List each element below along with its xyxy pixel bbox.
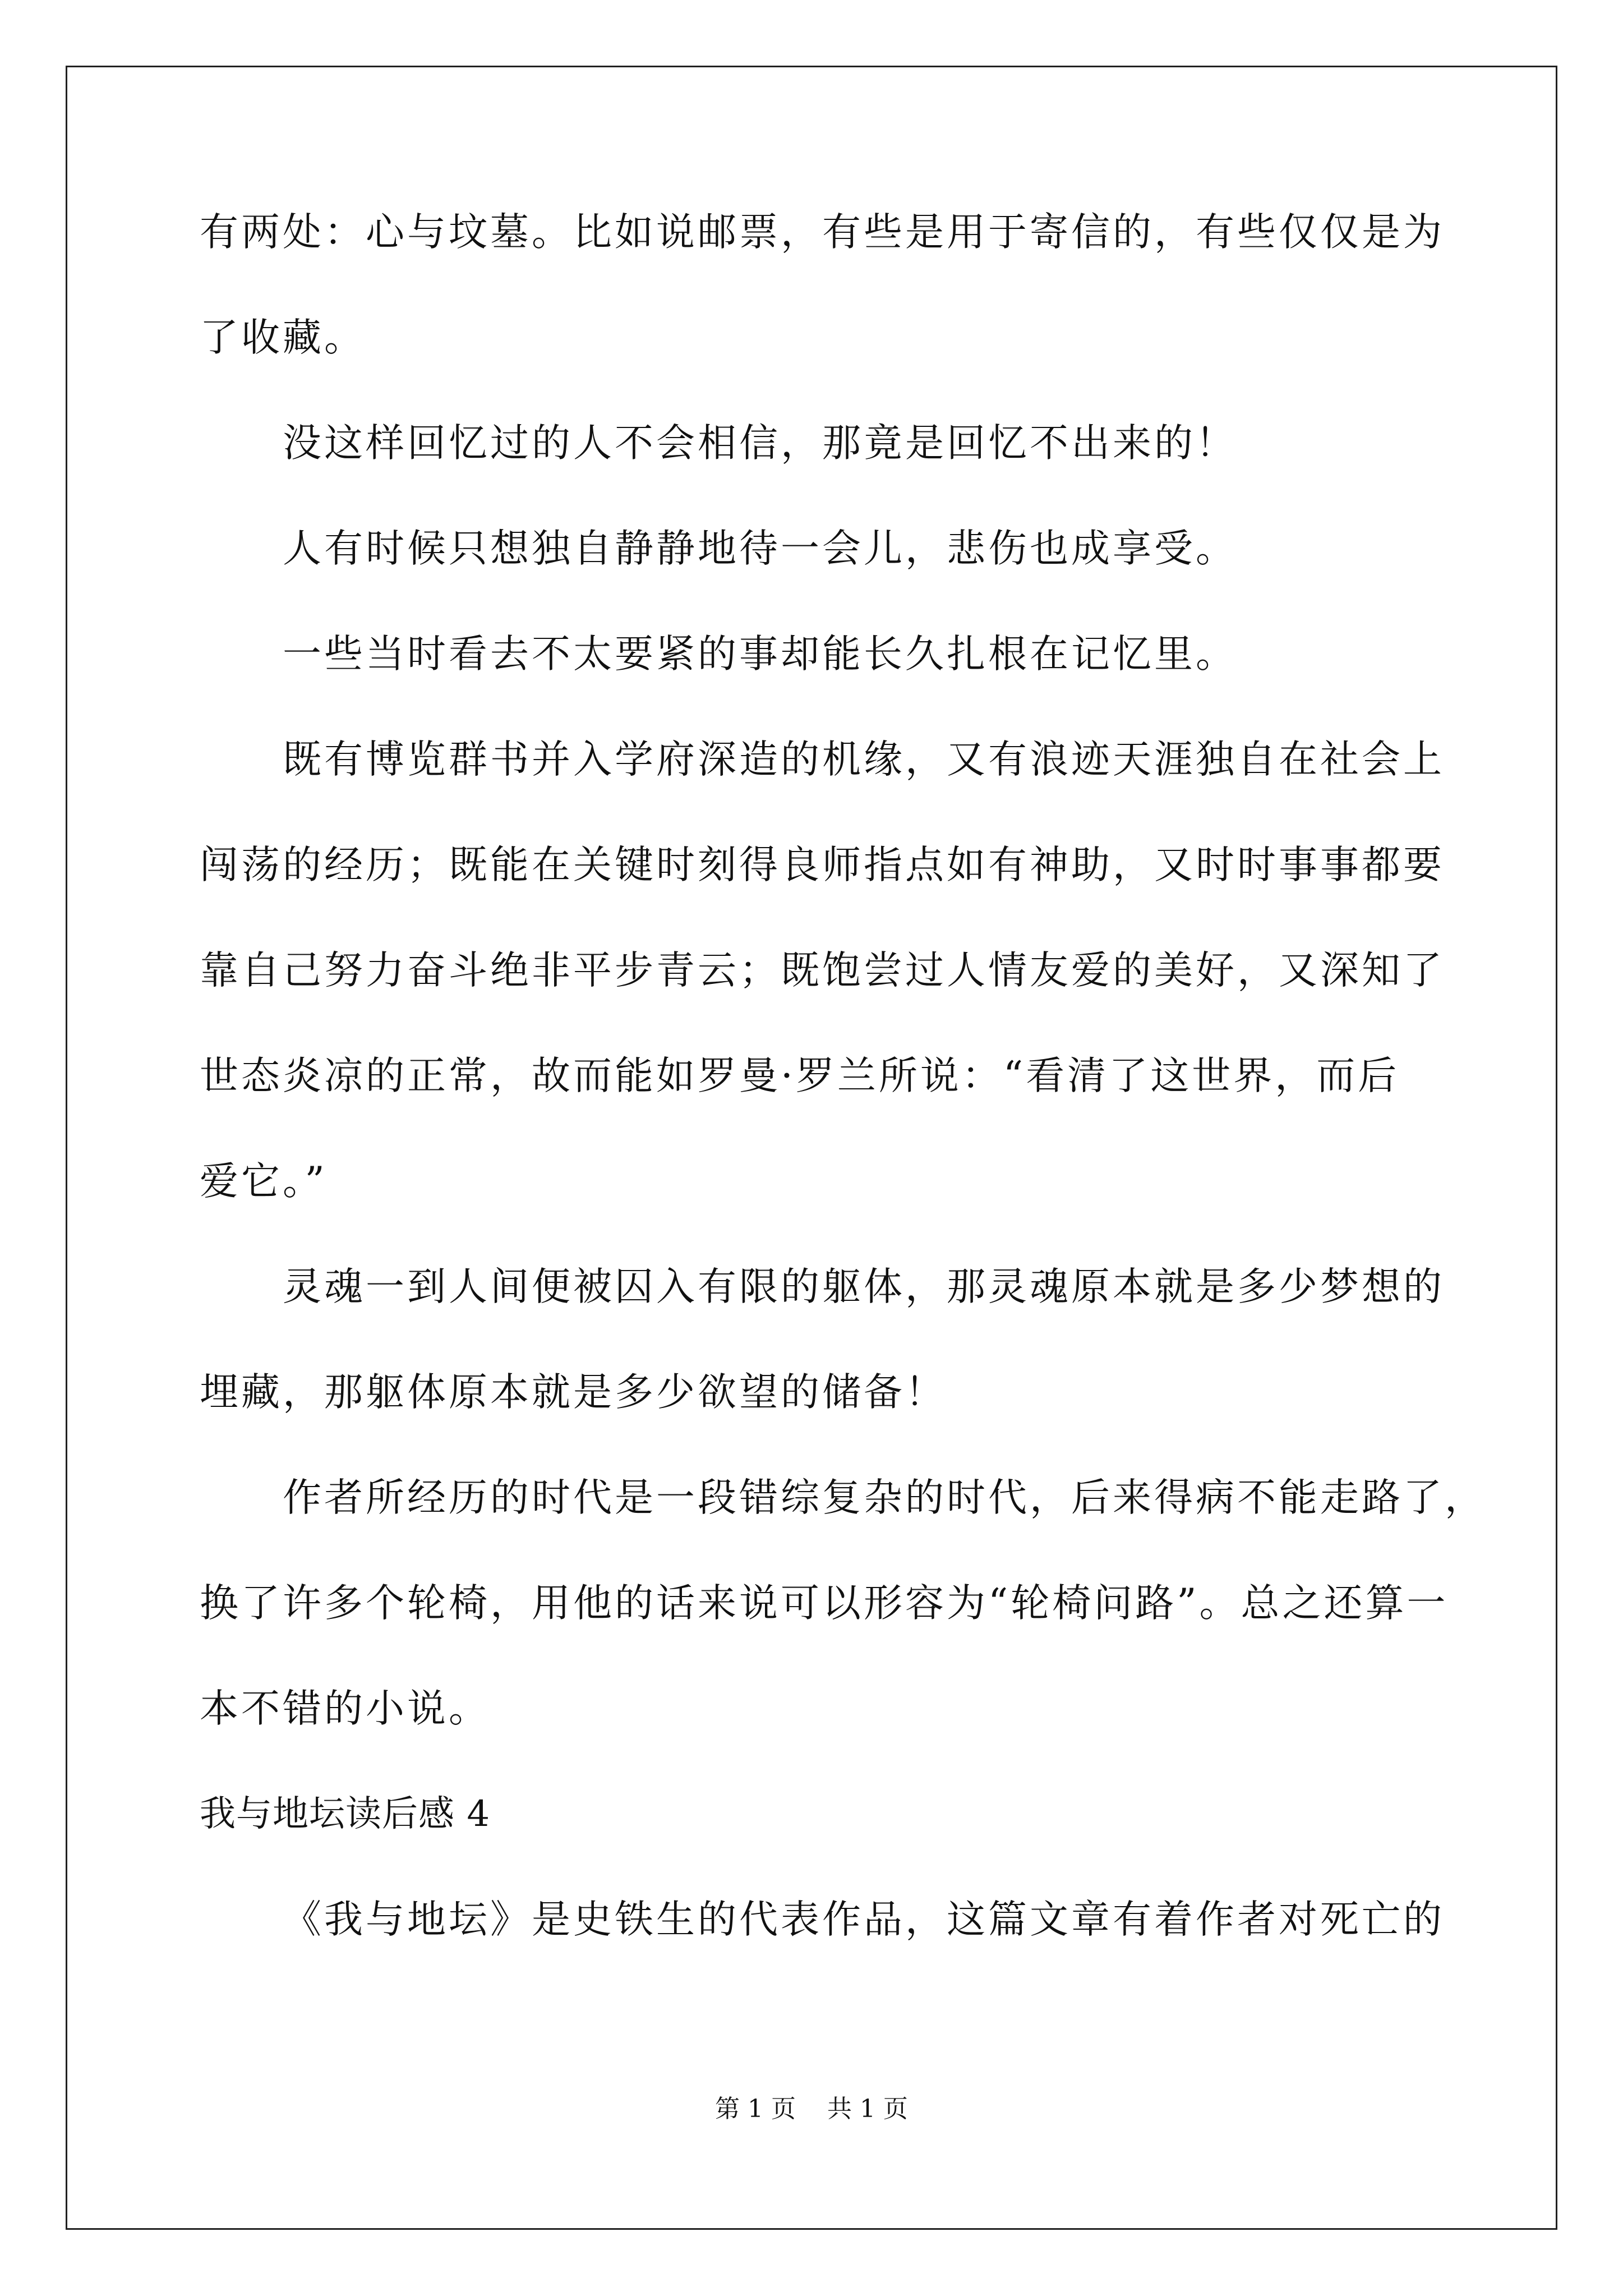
paragraph-line: 《我与地坛》是史铁生的代表作品，这篇文章有着作者对死亡的 [283, 1897, 1445, 1942]
text-line: 爱它。” [200, 1159, 328, 1204]
paragraph-line: 没这样回忆过的人不会相信，那竟是回忆不出来的！ [283, 421, 1237, 466]
paragraph-line: 人有时候只想独自静静地待一会儿，悲伤也成享受。 [283, 526, 1237, 571]
text-line: 世态炎凉的正常，故而能如罗曼·罗兰所说：“看清了这世界，而后 [200, 1053, 1400, 1098]
text-line: 换了许多个轮椅，用他的话来说可以形容为“轮椅问路”。总之还算一 [200, 1581, 1449, 1626]
text-line: 靠自己努力奋斗绝非平步青云；既饱尝过人情友爱的美好，又深知了 [200, 948, 1445, 993]
paragraph-line: 作者所经历的时代是一段错综复杂的时代，后来得病不能走路了， [283, 1475, 1486, 1520]
text-line: 闯荡的经历；既能在关键时刻得良师指点如有神助，又时时事事都要 [200, 843, 1445, 887]
page-number-footer: 第 1 页 共 1 页 [715, 2095, 908, 2123]
text-line: 有两处：心与坟墓。比如说邮票，有些是用于寄信的，有些仅仅是为 [200, 210, 1445, 255]
paragraph-line: 一些当时看去不太要紧的事却能长久扎根在记忆里。 [283, 632, 1237, 677]
text-line: 了收藏。 [200, 315, 366, 360]
section-heading: 我与地坛读后感 4 [200, 1793, 491, 1835]
text-line: 本不错的小说。 [200, 1686, 490, 1731]
text-line: 埋藏，那躯体原本就是多少欲望的储备！ [200, 1370, 947, 1415]
paragraph-line: 灵魂一到人间便被囚入有限的躯体，那灵魂原本就是多少梦想的 [283, 1264, 1445, 1309]
paragraph-line: 既有博览群书并入学府深造的机缘，又有浪迹天涯独自在社会上 [283, 737, 1445, 782]
